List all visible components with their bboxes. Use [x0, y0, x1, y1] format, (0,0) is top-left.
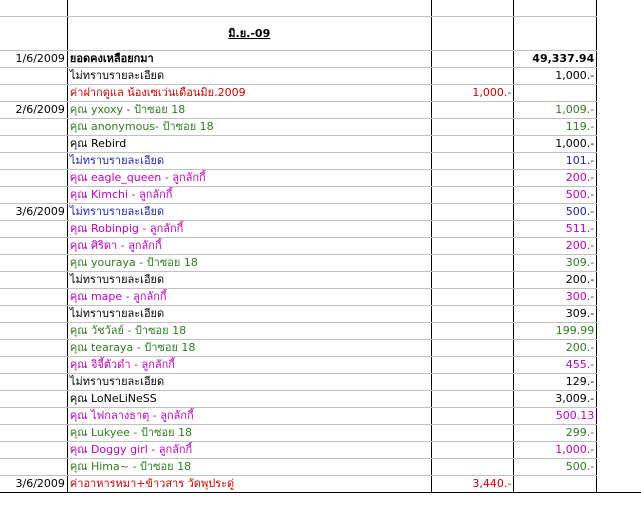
cell [597, 17, 641, 51]
expense-cell[interactable] [431, 136, 514, 153]
income-cell[interactable]: 1,000.- [514, 68, 597, 85]
income-cell[interactable]: 129.- [514, 374, 597, 391]
table-row [0, 238, 641, 255]
description-cell[interactable]: คุณ anonymous- ป้าซอย 18 [67, 119, 431, 136]
table-row [0, 170, 641, 187]
cell[interactable] [0, 0, 67, 17]
income-cell[interactable]: 500.- [514, 187, 597, 204]
cell [597, 442, 641, 459]
table-row [0, 255, 641, 272]
table-row [0, 374, 641, 391]
date-cell[interactable] [0, 323, 67, 340]
income-cell[interactable]: 299.- [514, 425, 597, 442]
income-cell[interactable]: 1,000.- [514, 136, 597, 153]
table-row [0, 119, 641, 136]
income-cell[interactable]: 119.- [514, 119, 597, 136]
expense-cell[interactable] [431, 442, 514, 459]
expense-cell[interactable] [431, 51, 514, 68]
table-row [0, 204, 641, 221]
cell [597, 51, 641, 68]
description-cell[interactable]: ยอดคงเหลือยกมา [67, 51, 431, 68]
description-cell[interactable]: คุณ จิจี้ตัวดำ - ลูกลักกี้ [67, 357, 431, 374]
date-cell[interactable] [0, 119, 67, 136]
cell[interactable] [431, 0, 514, 17]
blank-row [0, 0, 641, 17]
income-cell[interactable]: 500.13 [514, 408, 597, 425]
cell [597, 85, 641, 102]
table-row [0, 136, 641, 153]
income-cell[interactable]: 199.99 [514, 323, 597, 340]
expense-cell[interactable] [431, 255, 514, 272]
cell [597, 153, 641, 170]
description-cell[interactable]: ไม่ทราบรายละเอียด [67, 272, 431, 289]
expense-cell[interactable] [431, 272, 514, 289]
cell [597, 0, 641, 17]
cell[interactable] [0, 17, 67, 51]
cell [597, 425, 641, 442]
table-row [0, 476, 641, 493]
cell [597, 459, 641, 476]
date-cell[interactable] [0, 272, 67, 289]
expense-cell[interactable] [431, 306, 514, 323]
table-row [0, 221, 641, 238]
description-cell[interactable]: คุณ Robinpig - ลูกลักกี้ [67, 221, 431, 238]
cell [597, 221, 641, 238]
income-cell[interactable]: 300.- [514, 289, 597, 306]
date-cell[interactable] [0, 187, 67, 204]
date-cell[interactable] [0, 170, 67, 187]
cell[interactable] [431, 17, 514, 51]
income-cell[interactable]: 309.- [514, 255, 597, 272]
income-cell[interactable]: 1,000.- [514, 442, 597, 459]
cell [597, 357, 641, 374]
table-row [0, 51, 641, 68]
table-row [0, 68, 641, 85]
income-cell[interactable]: 101.- [514, 153, 597, 170]
income-cell[interactable]: 500.- [514, 204, 597, 221]
table-row [0, 442, 641, 459]
income-cell[interactable]: 455.- [514, 357, 597, 374]
date-cell[interactable] [0, 306, 67, 323]
table-row [0, 85, 641, 102]
expense-cell[interactable]: 1,000.- [431, 85, 514, 102]
description-cell[interactable]: คุณ yxoxy - ป้าซอย 18 [67, 102, 431, 119]
cell [597, 306, 641, 323]
expense-cell[interactable] [431, 340, 514, 357]
expense-cell[interactable] [431, 119, 514, 136]
description-cell[interactable]: คุณ LoNeLiNeSS [67, 391, 431, 408]
income-cell[interactable]: 3,009.- [514, 391, 597, 408]
expense-cell[interactable] [431, 391, 514, 408]
date-cell[interactable] [0, 374, 67, 391]
cell [597, 289, 641, 306]
income-cell[interactable]: 200.- [514, 238, 597, 255]
cell [597, 340, 641, 357]
income-cell[interactable] [514, 85, 597, 102]
date-cell[interactable] [0, 85, 67, 102]
date-cell[interactable] [0, 136, 67, 153]
table-row [0, 459, 641, 476]
description-cell[interactable]: คุณ Kimchi - ลูกลักกี้ [67, 187, 431, 204]
expense-cell[interactable] [431, 221, 514, 238]
description-cell[interactable]: คุณ mape - ลูกลักกี้ [67, 289, 431, 306]
title-row [0, 17, 641, 51]
date-cell[interactable] [0, 425, 67, 442]
expense-cell[interactable] [431, 238, 514, 255]
income-cell[interactable]: 500.- [514, 459, 597, 476]
date-cell[interactable]: 2/6/2009 [0, 102, 67, 119]
income-cell[interactable]: 200.- [514, 272, 597, 289]
table-row [0, 425, 641, 442]
description-cell[interactable]: คุณ tearaya - ป้าซอย 18 [67, 340, 431, 357]
cell [597, 119, 641, 136]
table-row [0, 306, 641, 323]
expense-cell[interactable] [431, 102, 514, 119]
table-row [0, 408, 641, 425]
date-cell[interactable] [0, 153, 67, 170]
expense-cell[interactable] [431, 459, 514, 476]
description-cell[interactable]: คุณ ไฟกลางธาตุ - ลูกลักกี้ [67, 408, 431, 425]
description-cell[interactable]: คุณ Rebird [67, 136, 431, 153]
description-cell[interactable]: ไม่ทราบรายละเอียด [67, 374, 431, 391]
cell [597, 374, 641, 391]
expense-cell[interactable] [431, 187, 514, 204]
cell[interactable] [67, 0, 431, 17]
expense-cell[interactable] [431, 408, 514, 425]
description-cell[interactable]: ไม่ทราบรายละเอียด [67, 68, 431, 85]
description-cell[interactable]: คุณ youraya - ป้าซอย 18 [67, 255, 431, 272]
income-cell[interactable]: 1,009.- [514, 102, 597, 119]
description-cell[interactable]: คุณ Hima~ - ป้าซอย 18 [67, 459, 431, 476]
date-cell[interactable] [0, 442, 67, 459]
date-cell[interactable]: 1/6/2009 [0, 51, 67, 68]
date-cell[interactable] [0, 221, 67, 238]
date-cell[interactable]: 3/6/2009 [0, 476, 67, 493]
table-row [0, 272, 641, 289]
cell [597, 323, 641, 340]
cell [597, 408, 641, 425]
description-cell[interactable]: คุณ Doggy girl - ลูกลักกี้ [67, 442, 431, 459]
sheet-title[interactable]: มิ.ย.-09 [67, 17, 431, 51]
cell [597, 391, 641, 408]
date-cell[interactable] [0, 459, 67, 476]
table-row [0, 391, 641, 408]
table-row [0, 340, 641, 357]
expense-cell[interactable] [431, 204, 514, 221]
table-row [0, 323, 641, 340]
cell [597, 238, 641, 255]
date-cell[interactable] [0, 289, 67, 306]
description-cell[interactable]: ค่าอาหารหมา+ข้าวสาร วัดพุประดู่ [67, 476, 431, 493]
cell[interactable] [514, 0, 597, 17]
date-cell[interactable]: 3/6/2009 [0, 204, 67, 221]
cell [597, 187, 641, 204]
description-cell[interactable]: คุณ วัชวัลย์ - ป้าซอย 18 [67, 323, 431, 340]
description-cell[interactable]: คุณ Lukyee - ป้าซอย 18 [67, 425, 431, 442]
income-cell[interactable]: 200.- [514, 170, 597, 187]
expense-cell[interactable] [431, 153, 514, 170]
income-cell[interactable] [514, 476, 597, 493]
cell [597, 204, 641, 221]
description-cell[interactable]: ไม่ทราบรายละเอียด [67, 306, 431, 323]
description-cell[interactable]: ไม่ทราบรายละเอียด [67, 204, 431, 221]
income-cell[interactable]: 309.- [514, 306, 597, 323]
expense-cell[interactable] [431, 323, 514, 340]
expense-cell[interactable] [431, 357, 514, 374]
income-cell[interactable]: 200.- [514, 340, 597, 357]
date-cell[interactable] [0, 391, 67, 408]
description-cell[interactable]: ค่าฝากดูแล น้องเซเว่นเดือนมิย.2009 [67, 85, 431, 102]
description-cell[interactable]: ไม่ทราบรายละเอียด [67, 153, 431, 170]
date-cell[interactable] [0, 340, 67, 357]
cell [597, 136, 641, 153]
cell [597, 272, 641, 289]
cell [597, 476, 641, 493]
date-cell[interactable] [0, 68, 67, 85]
table-row [0, 187, 641, 204]
expense-cell[interactable] [431, 425, 514, 442]
income-cell[interactable]: 511.- [514, 221, 597, 238]
date-cell[interactable] [0, 408, 67, 425]
expense-cell[interactable]: 3,440.- [431, 476, 514, 493]
table-row [0, 153, 641, 170]
description-cell[interactable]: คุณ ศิริดา - ลูกลักกี้ [67, 238, 431, 255]
income-cell[interactable]: 49,337.94 [514, 51, 597, 68]
expense-cell[interactable] [431, 289, 514, 306]
date-cell[interactable] [0, 238, 67, 255]
expense-cell[interactable] [431, 170, 514, 187]
cell[interactable] [514, 17, 597, 51]
cell [597, 255, 641, 272]
cell [597, 102, 641, 119]
description-cell[interactable]: คุณ eagle_queen - ลูกลักกี้ [67, 170, 431, 187]
date-cell[interactable] [0, 255, 67, 272]
expense-cell[interactable] [431, 68, 514, 85]
date-cell[interactable] [0, 357, 67, 374]
table-row [0, 289, 641, 306]
table-row [0, 102, 641, 119]
table-row [0, 357, 641, 374]
cell [597, 170, 641, 187]
cell [597, 68, 641, 85]
expense-cell[interactable] [431, 374, 514, 391]
